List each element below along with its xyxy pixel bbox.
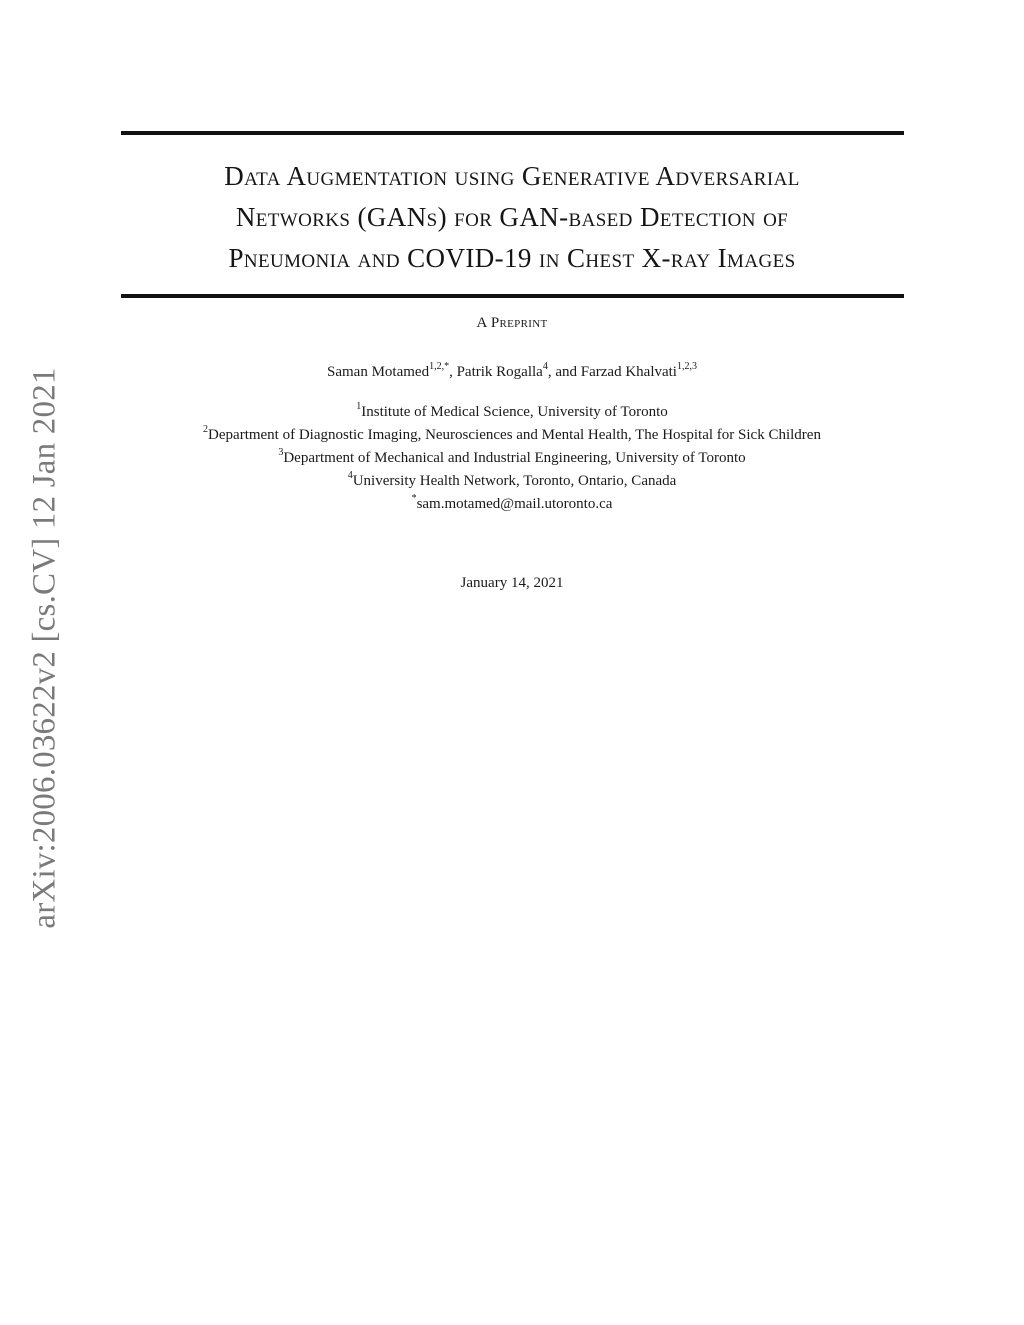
- title-bottom-rule: [121, 294, 904, 298]
- author-affiliation-marker: 1,2,3: [676, 361, 697, 372]
- affiliation-list: [0, 401, 1024, 516]
- affiliation-marker: 4: [347, 470, 353, 481]
- author-name: Farzad Khalvati: [580, 364, 677, 380]
- author-name: Patrik Rogalla: [456, 364, 543, 380]
- title-line-2: Networks (GANs) for GAN-based Detection of: [235, 202, 789, 232]
- title-line-3: Pneumonia and COVID-19 in Chest X-ray Images: [228, 243, 796, 273]
- affiliation-marker: 1: [356, 401, 362, 412]
- affiliation-marker: 2: [203, 424, 209, 435]
- affiliation-marker: 3: [278, 447, 284, 458]
- author-list: [0, 361, 1024, 381]
- paper-title: [100, 156, 924, 279]
- affiliation-text: Department of Diagnostic Imaging, Neurosciences and Mental Health, The Hospital for Sick Children: [208, 427, 821, 443]
- affiliation-item: [0, 401, 1024, 424]
- corresponding-email: [0, 493, 1024, 516]
- title-top-rule: [121, 131, 904, 135]
- author-separator: , and: [547, 364, 581, 380]
- affiliation-item: [0, 424, 1024, 447]
- author-affiliation-marker: 1,2,*: [429, 361, 450, 372]
- affiliation-text: Department of Mechanical and Industrial Engineering, University of Toronto: [283, 450, 746, 466]
- author-name: Saman Motamed: [327, 364, 430, 380]
- preprint-label: A Preprint: [476, 315, 548, 331]
- publication-date: January 14, 2021: [460, 575, 564, 591]
- affiliation-marker: *: [411, 493, 417, 504]
- title-line-1: Data Augmentation using Generative Adversarial: [224, 161, 800, 191]
- author-separator: ,: [449, 364, 457, 380]
- affiliation-text: Institute of Medical Science, University of Toronto: [361, 404, 668, 420]
- author-affiliation-marker: 4: [542, 361, 548, 372]
- affiliation-item: [0, 447, 1024, 470]
- affiliation-item: [0, 470, 1024, 493]
- arxiv-identifier-stamp: arXiv:2006.03622v2 [cs.CV] 12 Jan 2021: [26, 367, 63, 929]
- email-text: sam.motamed@mail.utoronto.ca: [416, 496, 613, 512]
- affiliation-text: University Health Network, Toronto, Ontario, Canada: [352, 473, 677, 489]
